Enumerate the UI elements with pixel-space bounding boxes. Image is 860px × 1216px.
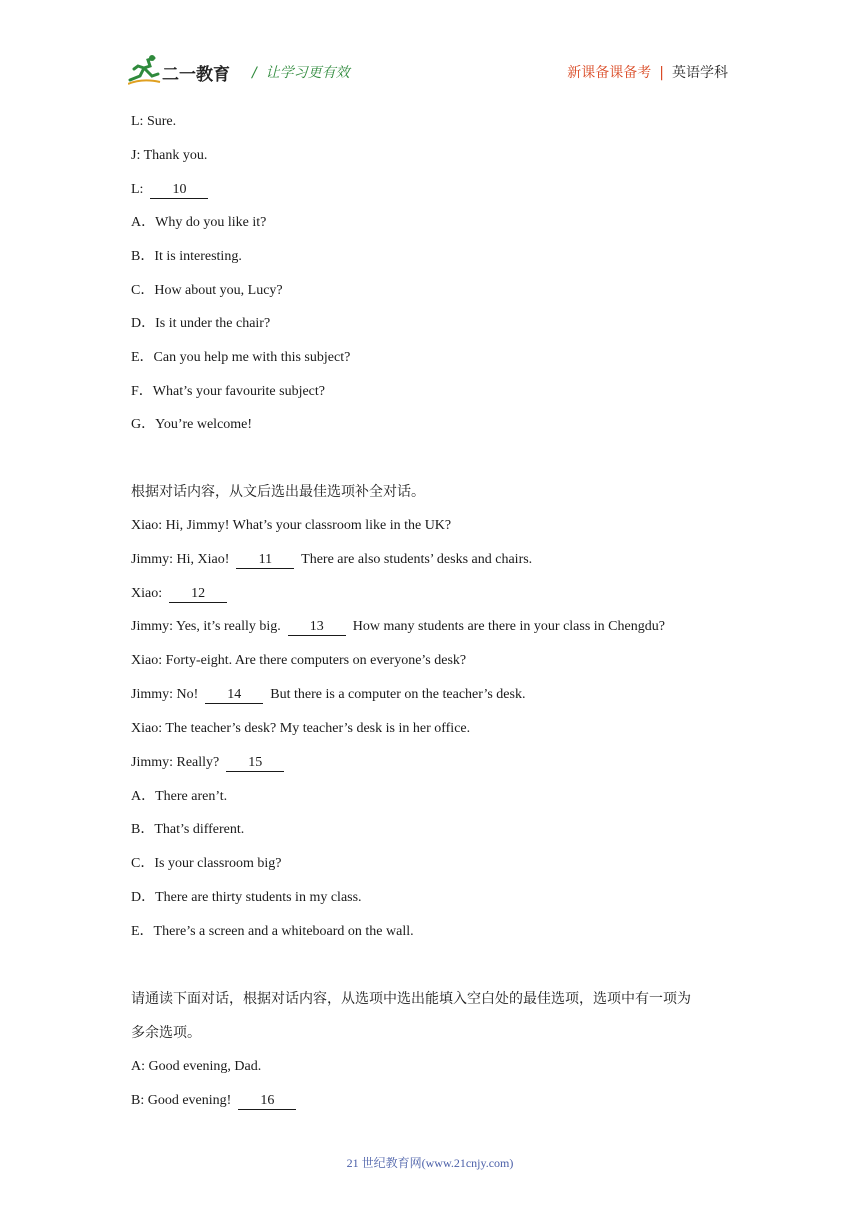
document-line: [131, 787, 227, 807]
line-text: B．It is interesting.: [131, 249, 242, 264]
line-text: G．You’re welcome!: [131, 417, 253, 432]
document-line: [131, 888, 362, 908]
document-line: [131, 719, 470, 739]
line-prefix: Xiao:: [131, 586, 170, 601]
document-line: [131, 584, 227, 604]
header-separator: |: [659, 65, 664, 81]
page-footer: 21 世纪教育网(www.21cnjy.com): [346, 1156, 514, 1170]
document-line: [131, 1057, 261, 1077]
line-text: A: Good evening, Dad.: [131, 1059, 262, 1074]
line-suffix: But there is a computer on the teacher’s desk.: [263, 687, 526, 702]
line-text: L: Sure.: [131, 114, 177, 129]
line-text: Xiao: The teacher’s desk? My teacher’s desk is in her office.: [131, 721, 471, 736]
slogan: / 让学习更有效: [252, 65, 350, 81]
header-right: [567, 62, 728, 82]
line-text: Xiao: Forty-eight. Are there computers on everyone’s desk?: [131, 653, 467, 668]
runner-logo-icon: [128, 54, 162, 86]
document-line: [131, 617, 665, 637]
document-line: [131, 348, 350, 368]
line-prefix: Jimmy: No!: [131, 687, 206, 702]
header-primary-label: 新课备课备考: [567, 65, 652, 81]
document-line: [131, 1023, 201, 1044]
line-prefix: Jimmy: Yes, it’s really big.: [131, 619, 288, 634]
document-line: [131, 213, 266, 233]
document-line: [131, 281, 283, 301]
line-prefix: L:: [131, 182, 151, 197]
document-line: [131, 1091, 296, 1111]
answer-blank[interactable]: 13: [288, 619, 346, 636]
line-suffix: There are also students’ desks and chairs.: [294, 552, 533, 567]
document-line: [131, 112, 176, 132]
line-text: C．How about you, Lucy?: [131, 283, 283, 298]
document-line: [131, 820, 244, 840]
logo: [128, 54, 248, 90]
document-line: [131, 415, 252, 435]
line-prefix: Jimmy: Really?: [131, 755, 227, 770]
document-line: [131, 314, 270, 334]
document-line: [131, 516, 451, 536]
logo-text: 二一教育: [162, 65, 230, 85]
line-text: D．There are thirty students in my class.: [131, 890, 362, 905]
document-line: [131, 922, 414, 942]
document-line: [131, 989, 691, 1010]
document-line: [131, 854, 281, 874]
line-text: E．There’s a screen and a whiteboard on the wall.: [131, 924, 414, 939]
line-text: A．Why do you like it?: [131, 215, 267, 230]
answer-blank[interactable]: 12: [169, 586, 227, 603]
line-text: J: Thank you.: [131, 148, 208, 163]
line-suffix: How many students are there in your class in Chengdu?: [345, 619, 665, 634]
document-line: [131, 550, 532, 570]
line-prefix: B: Good evening!: [131, 1093, 239, 1108]
line-text: 多余选项。: [131, 1025, 201, 1041]
document-line: [131, 247, 242, 267]
line-text: B．That’s different.: [131, 822, 245, 837]
answer-blank[interactable]: 10: [150, 182, 208, 199]
document-line: [131, 482, 425, 503]
answer-blank[interactable]: 11: [236, 552, 294, 569]
document-line: [131, 382, 325, 402]
document-line: [131, 685, 525, 705]
line-text: C．Is your classroom big?: [131, 856, 282, 871]
answer-blank[interactable]: 14: [205, 687, 263, 704]
line-text: 请通读下面对话，根据对话内容，从选项中选出能填入空白处的最佳选项，选项中有一项为: [131, 991, 691, 1007]
line-text: A．There aren’t.: [131, 789, 228, 804]
document-line: [131, 146, 207, 166]
answer-blank[interactable]: 15: [226, 755, 284, 772]
document-line: [131, 651, 466, 671]
line-text: Xiao: Hi, Jimmy! What’s your classroom like in the UK?: [131, 518, 452, 533]
answer-blank[interactable]: 16: [238, 1093, 296, 1110]
line-text: F．What’s your favourite subject?: [131, 384, 326, 399]
line-text: 根据对话内容，从文后选出最佳选项补全对话。: [131, 484, 425, 500]
line-prefix: Jimmy: Hi, Xiao!: [131, 552, 237, 567]
line-text: E．Can you help me with this subject?: [131, 350, 351, 365]
line-text: D．Is it under the chair?: [131, 316, 271, 331]
document-line: [131, 753, 284, 773]
page-header: [128, 54, 728, 90]
document-line: [131, 180, 208, 200]
header-subject-label: 英语学科: [672, 65, 728, 81]
